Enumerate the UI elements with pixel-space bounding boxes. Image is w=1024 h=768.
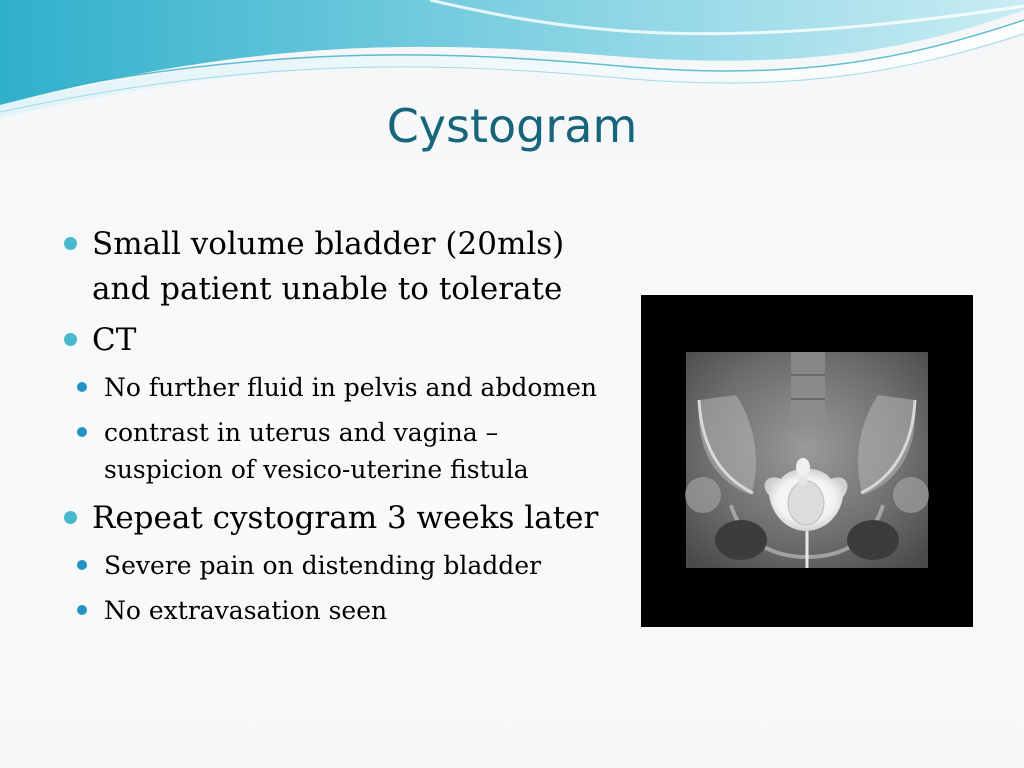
bullet-dot-icon	[64, 237, 77, 250]
bullet-dot-icon	[64, 333, 77, 346]
bullet-item	[62, 496, 622, 541]
bullet-dot-icon	[77, 382, 87, 392]
xray-image	[641, 295, 973, 627]
bullet-dot-icon	[64, 511, 77, 524]
bullet-dot-icon	[77, 427, 87, 437]
xray-image-icon	[641, 295, 973, 627]
sub-bullet-list	[62, 547, 622, 629]
sub-bullet-item	[74, 592, 622, 629]
bullet-dot-icon	[77, 560, 87, 570]
slide-title: Cystogram	[386, 99, 638, 153]
bullet-item	[62, 318, 622, 363]
sub-bullet-text: Severe pain on distending bladder	[104, 551, 542, 580]
sub-bullet-list	[62, 369, 622, 488]
sub-bullet-text: No extravasation seen	[104, 596, 388, 625]
sub-bullet-item	[74, 414, 622, 488]
bullet-text: Repeat cystogram 3 weeks later	[92, 500, 599, 536]
sub-bullet-text: No further fluid in pelvis and abdomen	[104, 373, 597, 402]
bullet-list	[62, 222, 622, 637]
bullet-text: Small volume bladder (20mls) and patient unable to tolerate	[92, 226, 565, 307]
sub-bullet-item	[74, 547, 622, 584]
bullet-item	[62, 222, 622, 312]
bullet-text: CT	[92, 322, 137, 358]
bullet-dot-icon	[77, 605, 87, 615]
sub-bullet-item	[74, 369, 622, 406]
sub-bullet-text: contrast in uterus and vagina – suspicion of vesico-uterine fistula	[104, 418, 529, 484]
